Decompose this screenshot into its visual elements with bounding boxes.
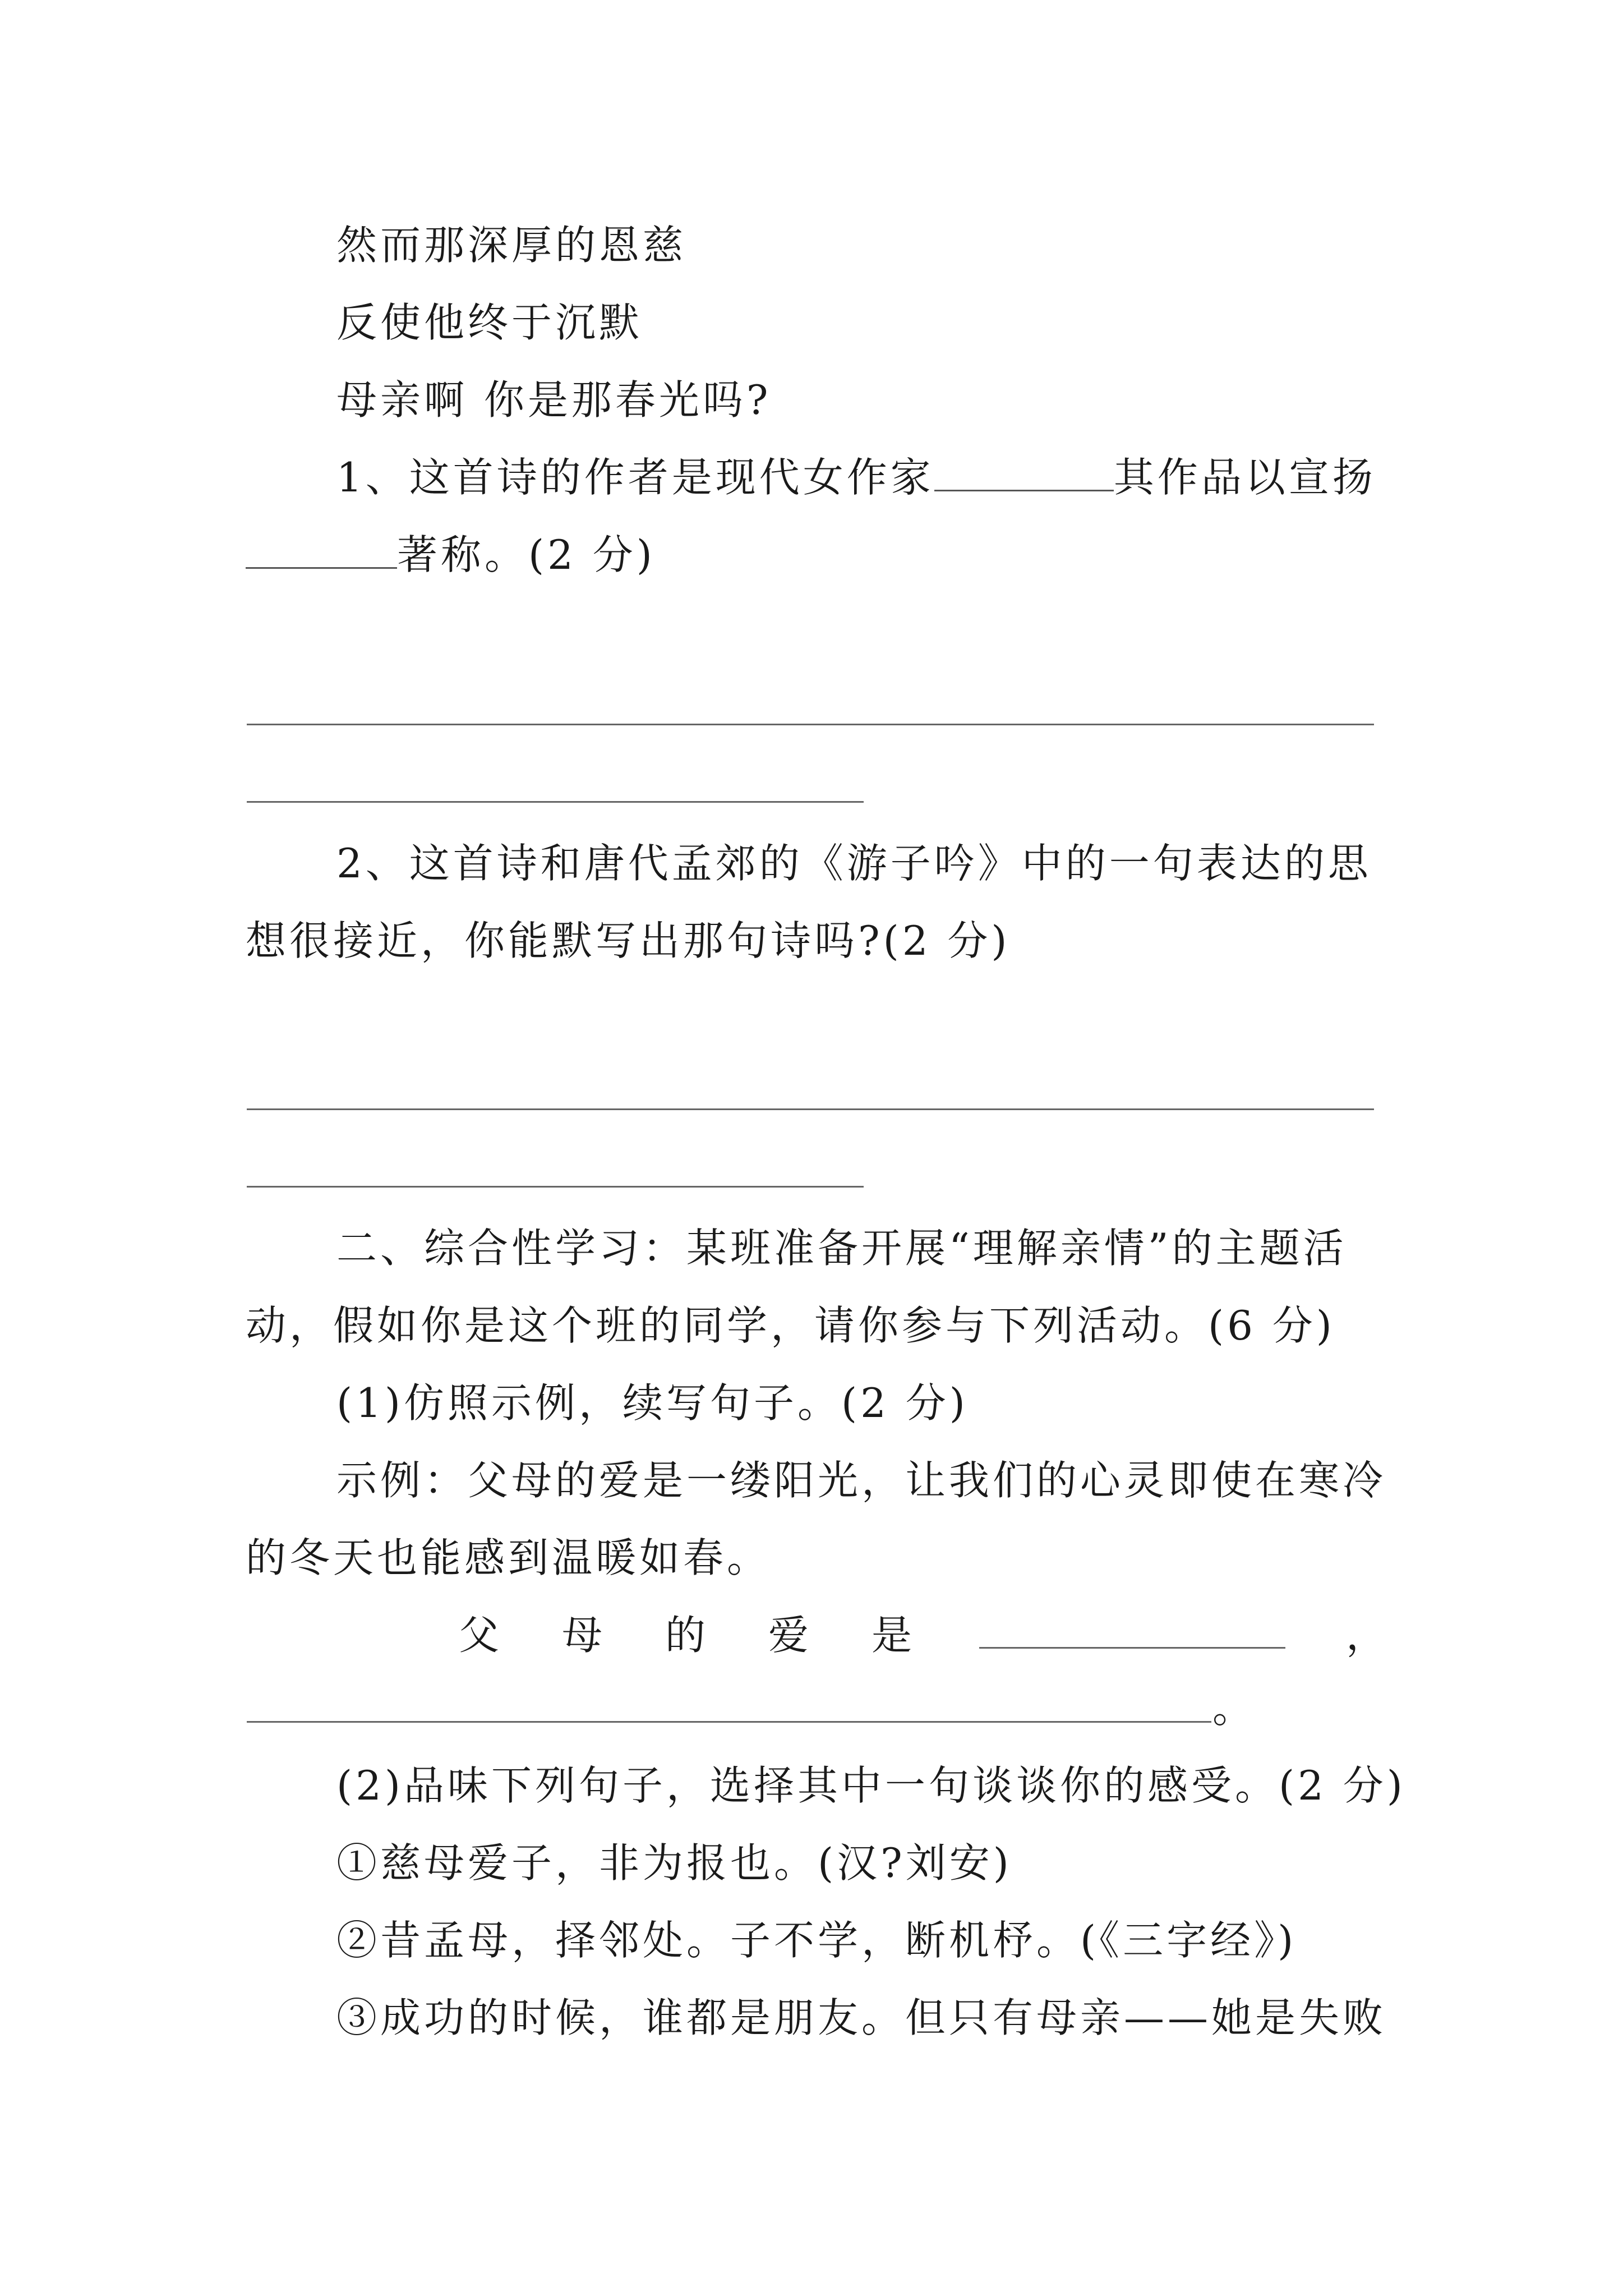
section-2-line-1: 二、综合性学习：某班准备开展“理解亲情”的主题活 — [336, 1225, 1347, 1272]
fill-in-sentence — [0, 1610, 1623, 1660]
question-2-line-1: 2、这首诗和唐代孟郊的《游子吟》中的一句表达的思 — [336, 840, 1372, 887]
quote-item-1: ①慈母爱子，非为报也。(汉?刘安) — [336, 1839, 1012, 1887]
quote-item-3: ③成功的时候，谁都是朋友。但只有母亲——她是失败 — [336, 1994, 1387, 2041]
fill-answer-blank-2[interactable] — [247, 1721, 1211, 1723]
fill-char-4: 爱 — [768, 1612, 813, 1659]
example-line-2: 的冬天也能感到温暖如春。 — [246, 1534, 771, 1581]
answer-line-2a[interactable] — [247, 1108, 1374, 1110]
author-answer-blank[interactable] — [934, 453, 1114, 491]
question-2-line-2: 想很接近，你能默写出那句诗吗?(2 分) — [246, 917, 1011, 964]
section-2-line-2: 动，假如你是这个班的同学，请你参与下列活动。(6 分) — [246, 1302, 1335, 1349]
answer-line-2b[interactable] — [247, 1186, 864, 1188]
fill-answer-blank-1[interactable] — [979, 1647, 1285, 1649]
subquestion-2: (2)品味下列句子，选择其中一句谈谈你的感受。(2 分) — [336, 1762, 1406, 1809]
theme-answer-blank[interactable] — [246, 530, 397, 569]
answer-line-1a[interactable] — [247, 724, 1374, 725]
example-line-1: 示例：父母的爱是一缕阳光，让我们的心灵即使在寒冷 — [336, 1457, 1387, 1504]
subquestion-1: (1)仿照示例，续写句子。(2 分) — [336, 1379, 969, 1427]
question-1-text: 1、这首诗的作者是现代女作家 — [336, 454, 934, 501]
fill-char-2: 母 — [562, 1612, 606, 1659]
poem-line-2: 反使他终于沉默 — [336, 299, 643, 346]
poem-line-1: 然而那深厚的恩慈 — [336, 222, 687, 269]
question-1-line-2 — [246, 530, 656, 580]
quote-item-2: ②昔孟母，择邻处。子不学，断机杼。(《三字经》) — [336, 1917, 1297, 1964]
question-1-text-cont: 其作品以宣扬 — [1113, 454, 1376, 501]
question-1-text-end: 著称。(2 分) — [397, 531, 656, 578]
question-1-line-1 — [336, 452, 1376, 503]
fill-comma: ， — [1346, 1612, 1390, 1659]
fill-char-3: 的 — [665, 1612, 709, 1659]
fill-char-1: 父 — [459, 1612, 503, 1659]
answer-line-1b[interactable] — [247, 801, 864, 803]
poem-line-3: 母亲啊 你是那春光吗? — [336, 376, 772, 424]
fill-char-5: 是 — [872, 1612, 916, 1659]
fill-period: 。 — [1212, 1685, 1257, 1732]
